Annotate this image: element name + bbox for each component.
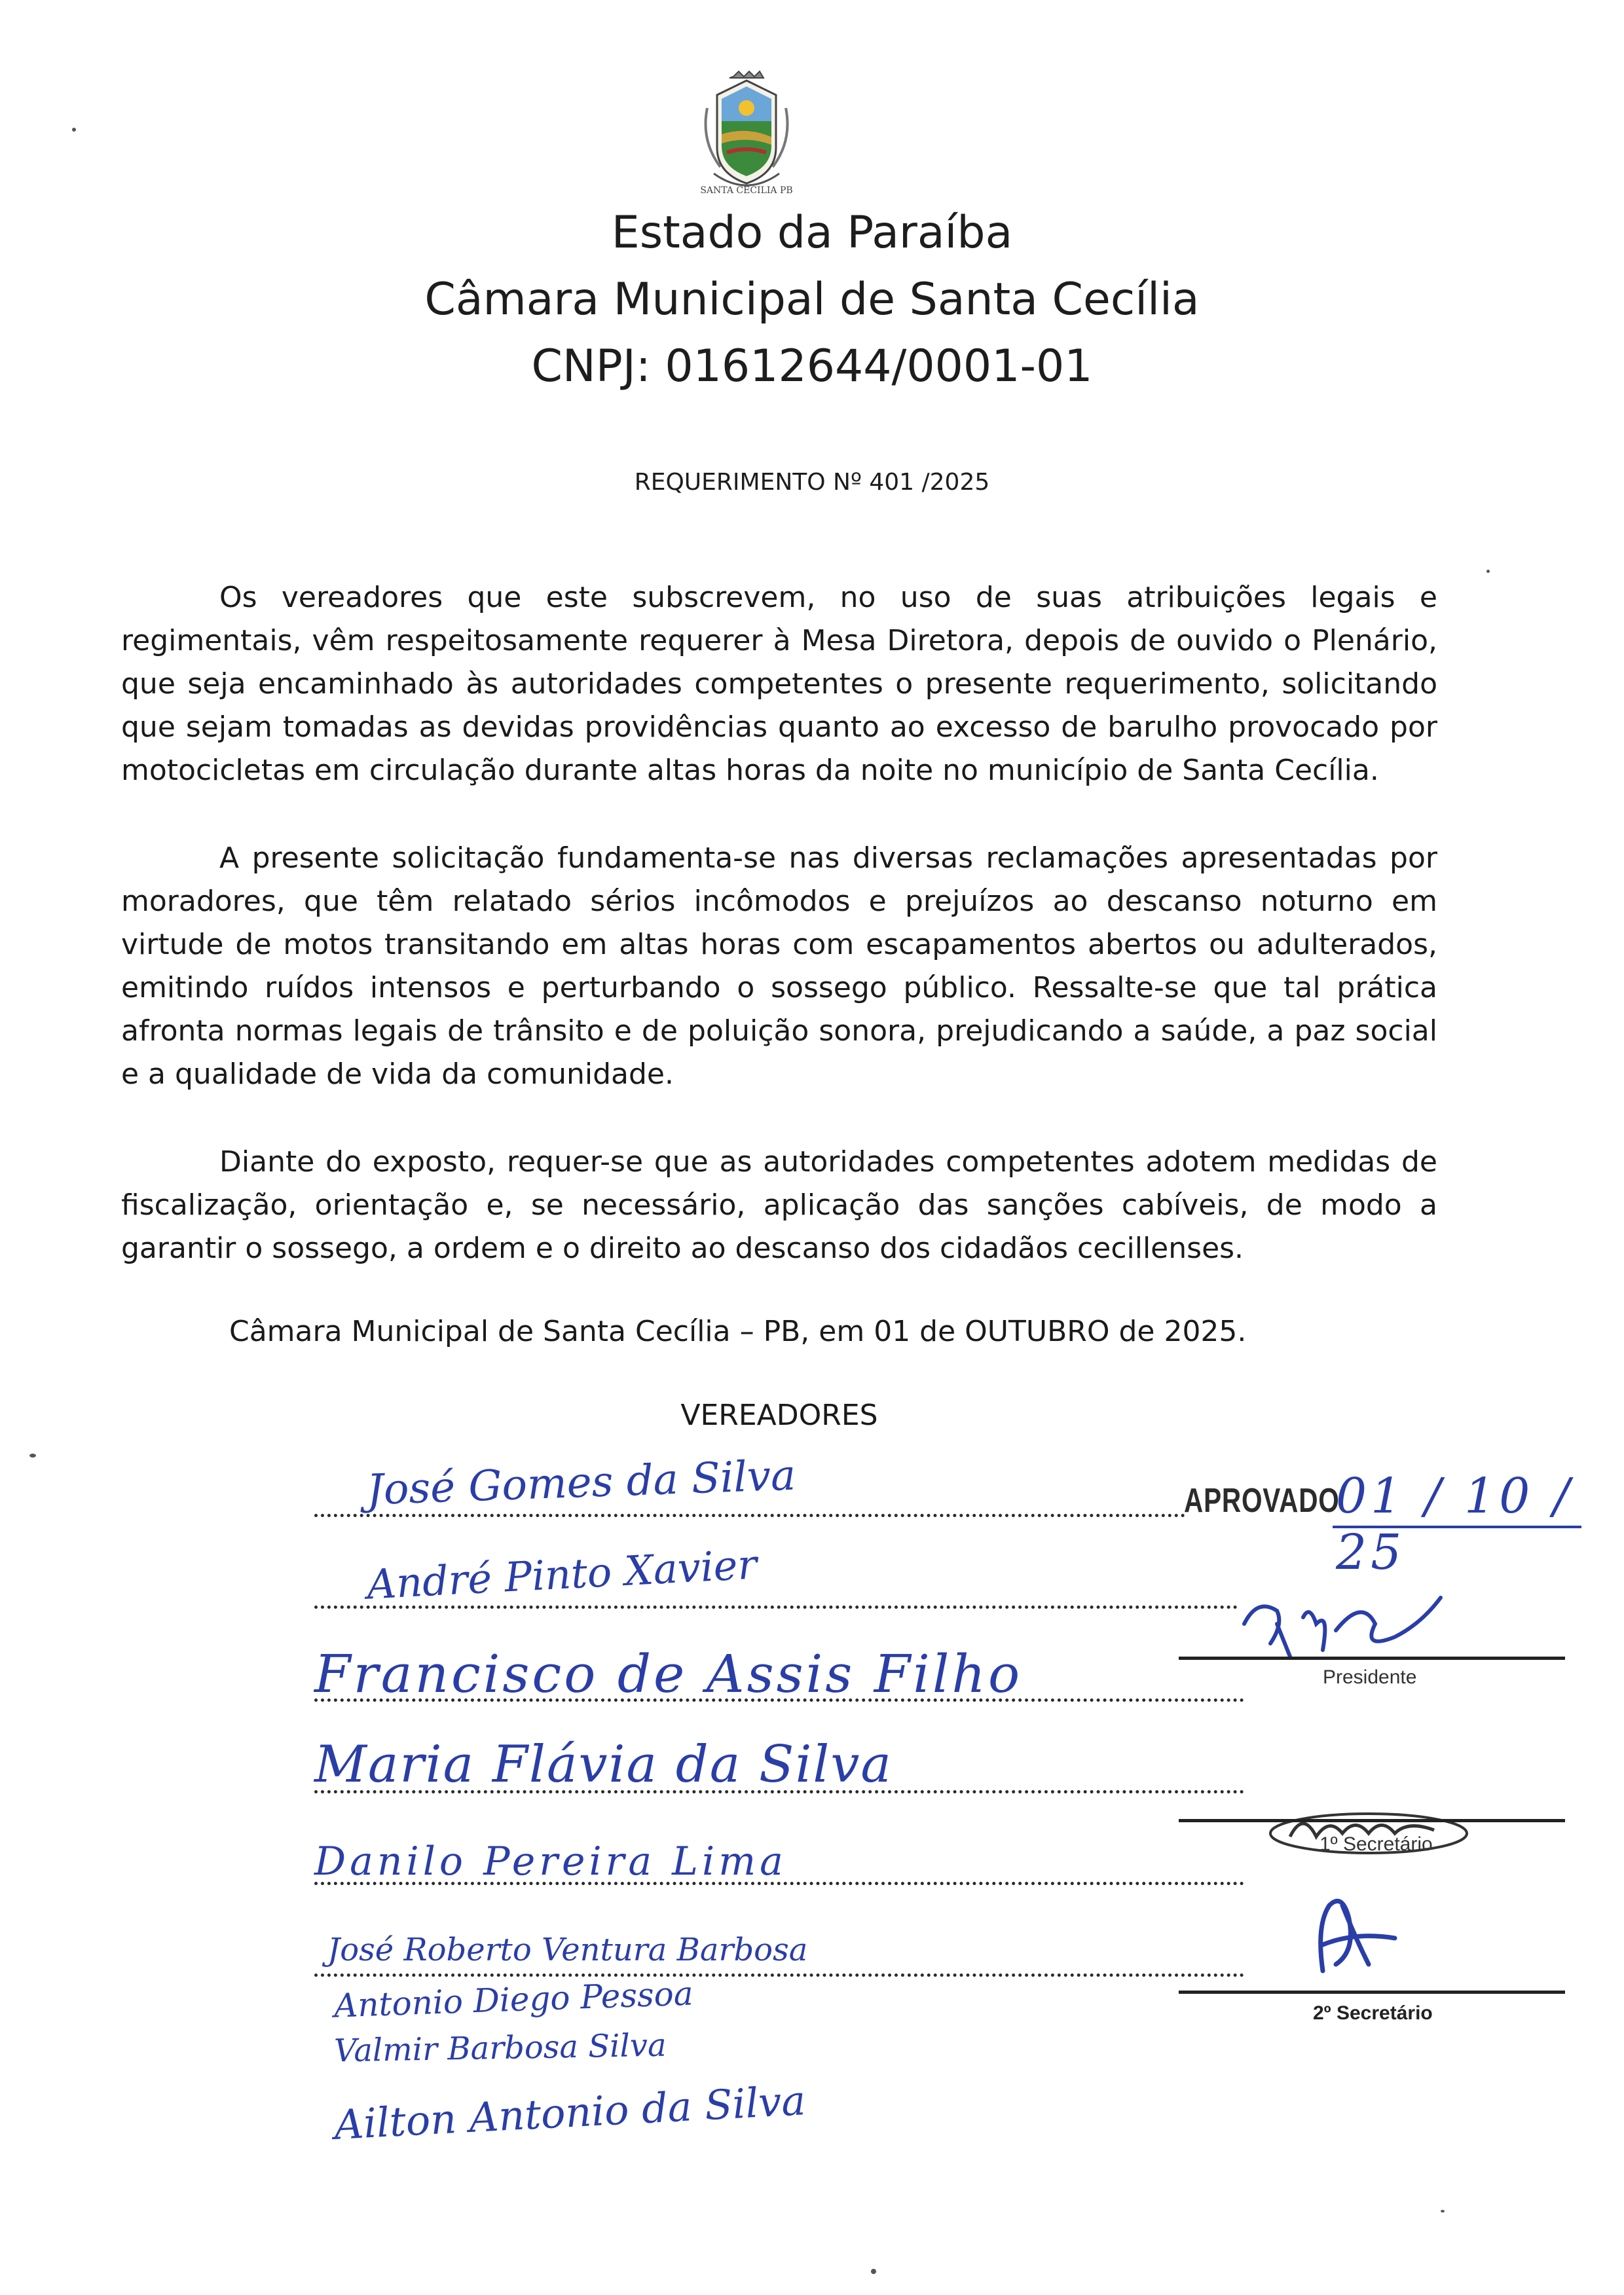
svg-text:SANTA CECILIA PB: SANTA CECILIA PB — [700, 185, 793, 196]
signature-4: Maria Flávia da Silva — [314, 1735, 893, 1794]
scan-speck — [29, 1454, 36, 1458]
signature-6: José Roberto Ventura Barbosa — [327, 1932, 808, 1968]
signature-2: André Pinto Xavier — [365, 1540, 758, 1609]
president-label: Presidente — [1323, 1666, 1417, 1688]
approved-stamp: APROVADO — [1184, 1482, 1340, 1520]
approval-date-underline — [1333, 1526, 1581, 1528]
signatures-heading: VEREADORES — [680, 1399, 878, 1432]
signature-7: Antonio Diego Pessoa — [333, 1974, 694, 2025]
signature-line — [314, 1606, 1238, 1609]
second-secretary-label: 2º Secretário — [1313, 2002, 1433, 2024]
paragraph-1 — [121, 576, 1437, 792]
paragraph-3 — [121, 1141, 1437, 1270]
second-secretary-signature — [1297, 1886, 1414, 1984]
request-title: REQUERIMENTO Nº 401 /2025 — [634, 469, 990, 496]
paragraph-2 — [121, 837, 1437, 1096]
signature-5: Danilo Pereira Lima — [314, 1839, 787, 1884]
first-secretary-line — [1179, 1819, 1565, 1822]
signature-line — [314, 1974, 1244, 1977]
signature-line — [314, 1514, 1185, 1517]
scan-speck — [871, 2269, 876, 2274]
cnpj-number: CNPJ: 01612644/0001-01 — [531, 340, 1093, 392]
scan-speck — [1486, 570, 1490, 573]
paragraph-text: Diante do exposto, requer-se que as autoridades competentes adotem medidas de fiscalização, orientação e, se necessário, aplicação das sanções cabíveis, de modo a garantir o sossego, a ordem e o direito ao descanso dos cidadãos cecillenses. — [121, 1145, 1437, 1265]
signature-3: Francisco de Assis Filho — [314, 1643, 1023, 1704]
approval-date: 01 / 10 / 25 — [1336, 1468, 1574, 1581]
paragraph-text: Os vereadores que este subscrevem, no uso de suas atribuições legais e regimentais, vêm respeitosamente requerer à Mesa Diretora, depois de ouvido o Plenário, que seja encaminhado às autoridades competentes o presente requerimento, solicitando que sejam tomadas as devidas providências quanto ao excesso de barulho provocado por motocicletas em circulação durante altas horas da noite no município de Santa Cecília. — [121, 581, 1437, 787]
chamber-name: Câmara Municipal de Santa Cecília — [424, 274, 1200, 325]
signature-8: Valmir Barbosa Silva — [333, 2027, 667, 2070]
first-secretary-label: 1º Secretário — [1320, 1833, 1433, 1855]
letterhead — [0, 200, 1624, 400]
signature-9: Ailton Antonio da Silva — [333, 2076, 807, 2149]
state-name: Estado da Paraíba — [611, 207, 1013, 259]
scan-speck — [72, 128, 76, 132]
signature-1: José Gomes da Silva — [365, 1451, 797, 1515]
date-line: Câmara Municipal de Santa Cecília – PB, em 01 de OUTUBRO de 2025. — [229, 1315, 1247, 1348]
municipal-seal-logo — [681, 69, 812, 196]
president-line — [1179, 1657, 1565, 1660]
paragraph-text: A presente solicitação fundamenta-se nas diversas reclamações apresentadas por moradores, que têm relatado sérios incômodos e prejuízos ao descanso noturno em virtude de motos transitando em altas horas com escapamentos abertos ou adulterados, emitindo ruídos intensos e perturbando o sossego público. Ressalte-se que tal prática afronta normas legais de trânsito e de poluição sonora, prejudicando a saúde, a paz social e a qualidade de vida da comunidade. — [121, 841, 1437, 1091]
scan-speck — [1441, 2210, 1445, 2212]
second-secretary-line — [1179, 1991, 1565, 1994]
